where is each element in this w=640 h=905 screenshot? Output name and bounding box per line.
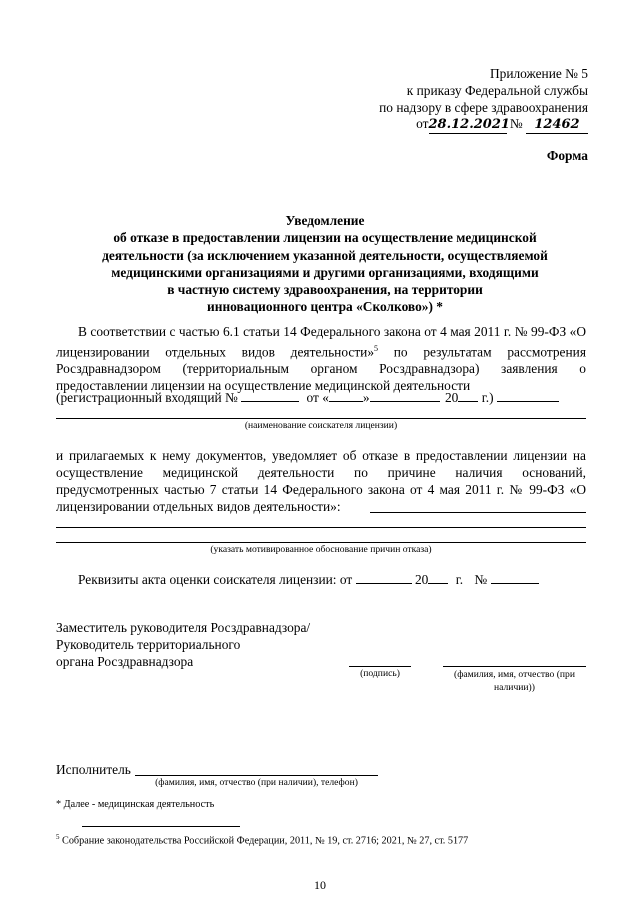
applicant-field-start[interactable] <box>497 389 559 402</box>
registration-number-field[interactable] <box>241 389 299 402</box>
paragraph-intro <box>56 323 586 394</box>
date-close-quote: » <box>362 390 370 405</box>
full-name-line <box>443 666 586 667</box>
order-date-number <box>416 116 588 134</box>
date-open-quote: от « <box>306 390 329 405</box>
signatory-title-2: Руководитель территориального <box>56 637 241 652</box>
executor-line <box>135 775 378 776</box>
assessment-number-label: № <box>474 572 488 587</box>
handwritten-number: 12462 <box>526 117 588 134</box>
caption-reason: (указать мотивированное обоснование причин отказа) <box>210 544 432 555</box>
order-reference: к приказу Федеральной службы <box>406 83 588 98</box>
reason-line-3 <box>56 542 586 543</box>
assessment-year-field[interactable] <box>428 571 448 584</box>
caption-executor: (фамилия, имя, отчество (при наличии), телефон) <box>155 777 358 788</box>
caption-signature: (подпись) <box>360 668 400 679</box>
signatory-title-3: органа Росздравнадзора <box>56 654 194 669</box>
year-suffix: г.) <box>481 390 494 405</box>
paragraph-intro-text: В соответствии с частью 6.1 статьи 14 Федерального закона от 4 мая 2011 г. № 99-ФЗ «О лицензировании отдельных видов деятельности» <box>56 324 586 360</box>
paragraph-refusal-text: и прилагаемых к нему документов, уведомляет об отказе в предоставлении лицензии на осуществление медицинской деятельности по причине наличия оснований, предусмотренных частью 7 статьи 14 Федерального закона от 4 мая 2011 г. № 99-ФЗ «О лицензировании отдельных видов деятельности»: <box>56 448 586 514</box>
signatory-title-1: Заместитель руководителя Росздравнадзора/ <box>56 620 311 635</box>
year-prefix: 20 <box>444 390 459 405</box>
title-line-4: медицинскими организациями и другими организациями, входящими <box>111 264 539 280</box>
registration-label: (регистрационный входящий № <box>56 390 238 405</box>
footnote-star: * Далее - медицинская деятельность <box>56 799 215 810</box>
assessment-details <box>78 571 539 588</box>
title-line-5: в частную систему здравоохранения, на территории <box>167 282 483 298</box>
paragraph-intro-cont: по результатам рассмотрения Росздравнадзором (территориальным органом Росздравнадзора) заявления о предоставлении лицензии на осуществление медицинской деятельности <box>56 344 586 394</box>
footnote-five-text: Собрание законодательства Российской Федерации, 2011, № 19, ст. 2716; 2021, № 27, ст. 5177 <box>62 835 469 847</box>
assessment-date-field[interactable] <box>356 571 412 584</box>
title-line-6: инновационного центра «Сколково») * <box>207 299 443 315</box>
reason-line-2 <box>56 527 586 528</box>
footnote-five <box>56 833 468 846</box>
document-title <box>60 212 590 316</box>
signature-line <box>349 666 411 667</box>
page-number: 10 <box>314 878 326 892</box>
agency-name: по надзору в сфере здравоохранения <box>379 100 588 115</box>
date-prefix: от <box>416 116 429 131</box>
year-field[interactable] <box>458 389 478 402</box>
appendix-number: Приложение № 5 <box>489 66 588 81</box>
footnote-separator <box>82 826 240 827</box>
assessment-label: Реквизиты акта оценки соискателя лицензии: от <box>78 572 353 587</box>
footnote-ref-5: 5 <box>374 344 379 353</box>
reason-line-1 <box>370 512 586 513</box>
title-line-1: Уведомление <box>285 213 365 228</box>
paragraph-refusal <box>56 447 586 515</box>
form-label: Форма <box>546 148 588 163</box>
registration-line <box>56 389 559 406</box>
number-prefix: № <box>509 116 523 131</box>
handwritten-date: 28.12.2021 <box>428 117 510 132</box>
title-line-2: об отказе в предоставлении лицензии на осуществление медицинской <box>113 230 537 246</box>
caption-full-name: (фамилия, имя, отчество (при наличии)) <box>454 669 575 693</box>
caption-applicant-name: (наименование соискателя лицензии) <box>244 420 398 431</box>
applicant-name-line <box>56 418 586 419</box>
title-line-3: деятельности (за исключением указанной деятельности, осуществляемой <box>102 247 548 263</box>
day-field[interactable] <box>329 389 363 402</box>
month-field[interactable] <box>370 389 440 402</box>
executor-label: Исполнитель <box>56 762 131 777</box>
footnote-five-mark: 5 <box>56 833 60 841</box>
assessment-year-suffix: г. <box>455 572 464 587</box>
assessment-number-field[interactable] <box>491 571 539 584</box>
assessment-year-prefix: 20 <box>414 572 429 587</box>
